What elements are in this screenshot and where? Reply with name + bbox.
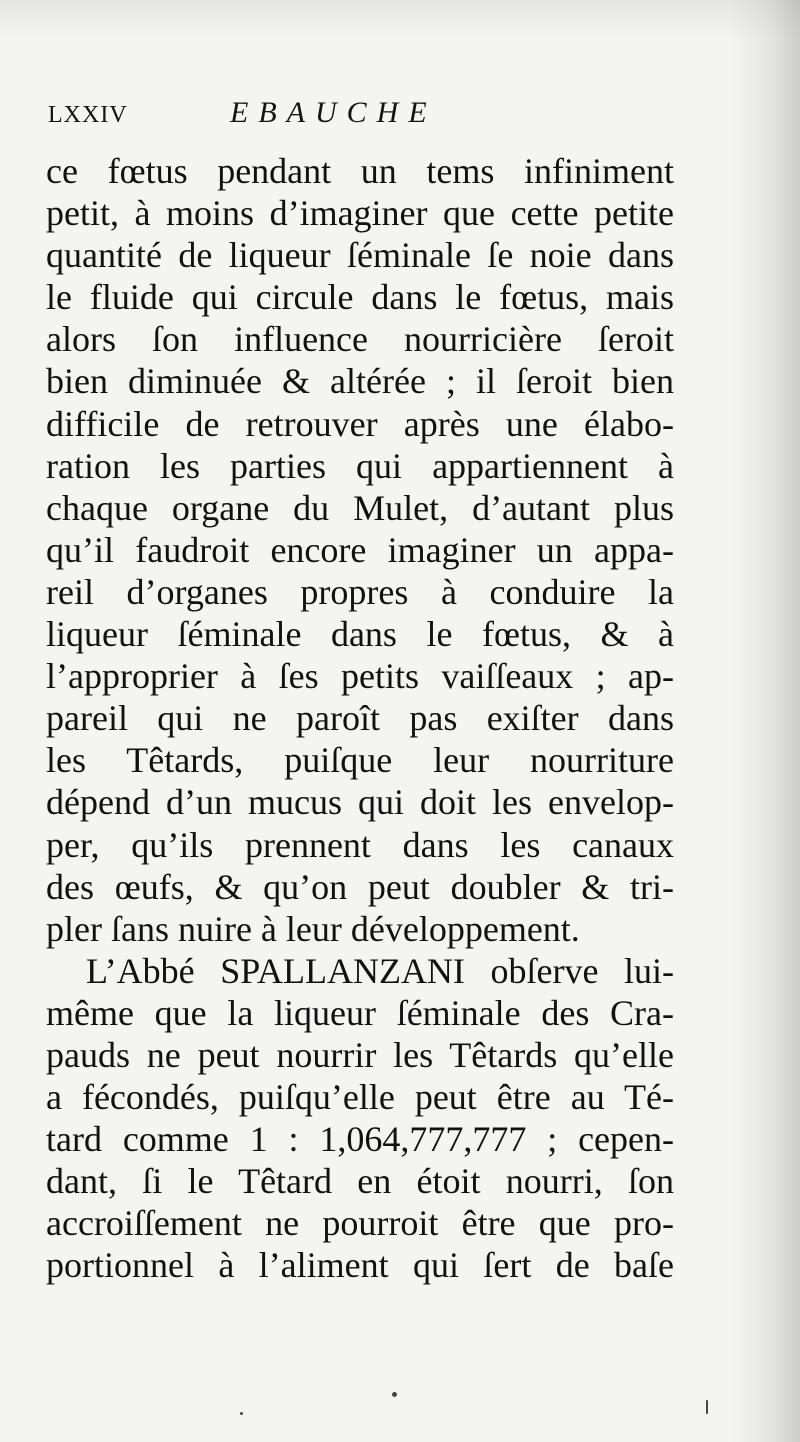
author-name-smallcaps: SPALLANZANI xyxy=(220,950,465,991)
text-line-11: reil d’organes propres à conduire la xyxy=(46,571,674,612)
text-line-24: tard comme 1 : 1,064,777,777 ; cepen- xyxy=(46,1119,674,1160)
text-line-14: pareil qui ne paroît pas exiſter dans xyxy=(46,698,674,739)
text-line-13: l’approprier à ſes petits vaiſſeaux ; ap- xyxy=(46,656,674,697)
text-line-1: ce fœtus pendant un tems infiniment xyxy=(46,151,674,191)
paragraph-opening: L’Abbé xyxy=(86,950,195,991)
paper-speck xyxy=(706,1400,708,1414)
text-line-25: dant, ſi le Têtard en étoit nourri, ſon xyxy=(46,1161,674,1202)
text-line-7: difficile de retrouver après une élabo- xyxy=(46,403,674,444)
text-line-5: alors ſon influence nourricière ſeroit xyxy=(46,319,674,360)
text-line-20 xyxy=(46,950,674,992)
running-head xyxy=(48,96,648,140)
text-line-10: qu’il faudroit encore imaginer un appa- xyxy=(46,529,674,570)
text-line-6: bien diminuée & altérée ; il ſeroit bien xyxy=(46,361,674,402)
text-line-2: petit, à moins d’imaginer que cette petite xyxy=(46,193,674,234)
page-top-shadow xyxy=(0,0,800,40)
text-line-17: per, qu’ils prennent dans les canaux xyxy=(46,824,674,865)
text-line-9: chaque organe du Mulet, d’autant plus xyxy=(46,487,674,528)
text-line-8: ration les parties qui appartiennent à xyxy=(46,445,674,486)
text-line-22: pauds ne peut nourrir les Têtards qu’elle xyxy=(46,1034,674,1075)
text-line-18: des œufs, & qu’on peut doubler & tri- xyxy=(46,866,674,907)
page-gutter-shadow xyxy=(730,0,800,1442)
text-line-19: pler ſans nuire à leur développement. xyxy=(46,908,580,949)
text-line-21: même que la liqueur ſéminale des Cra- xyxy=(46,992,674,1033)
paragraph-opening-rest: obſerve lui- xyxy=(490,950,675,991)
body-text xyxy=(46,150,674,1287)
paper-speck xyxy=(240,1412,243,1415)
text-line-12: liqueur ſéminale dans le fœtus, & à xyxy=(46,614,674,655)
text-line-3: quantité de liqueur ſéminale ſe noie dans xyxy=(46,235,674,276)
running-head-title: EBAUCHE xyxy=(230,96,437,129)
paper-speck xyxy=(392,1392,397,1397)
text-line-27: portionnel à l’aliment qui ſert de baſe xyxy=(46,1245,674,1286)
text-line-26: accroiſſement ne pourroit être que pro- xyxy=(46,1203,674,1244)
text-line-15: les Têtards, puiſque leur nourriture xyxy=(46,740,674,781)
text-line-4: le fluide qui circule dans le fœtus, mais xyxy=(46,277,674,318)
page-number: LXXIV xyxy=(48,102,128,128)
text-line-16: dépend d’un mucus qui doit les envelop- xyxy=(46,782,674,823)
text-line-23: a fécondés, puiſqu’elle peut être au Té- xyxy=(46,1077,674,1118)
